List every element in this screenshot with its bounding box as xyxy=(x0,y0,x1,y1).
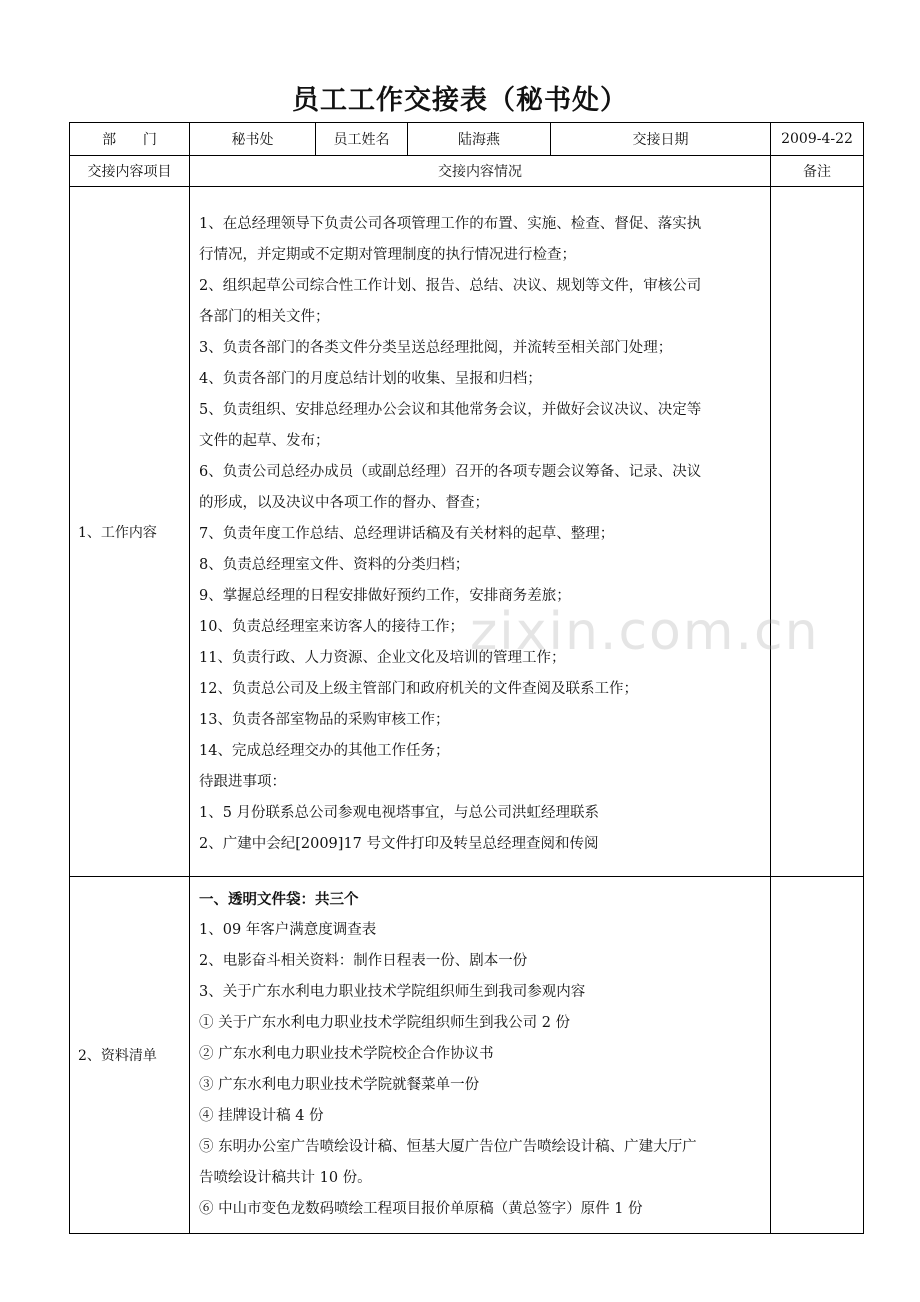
work-line: 2、组织起草公司综合性工作计划、报告、总结、决议、规划等文件，审核公司 xyxy=(199,278,702,294)
work-line: 4、负责各部门的月度总结计划的收集、呈报和归档； xyxy=(199,371,542,387)
work-line: 13、负责各部室物品的采购审核工作； xyxy=(199,712,450,728)
work-line: 2、广建中会纪[2009]17 号文件打印及转呈总经理查阅和传阅 xyxy=(199,836,599,852)
work-line: 待跟进事项： xyxy=(199,774,286,790)
materials-line: ③ 广东水利电力职业技术学院就餐菜单一份 xyxy=(199,1077,480,1093)
work-line: 9、掌握总经理的日程安排做好预约工作，安排商务差旅； xyxy=(199,588,571,604)
header-row xyxy=(70,123,864,156)
col-note-header: 备注 xyxy=(771,156,864,187)
work-line: 行情况，并定期或不定期对管理制度的执行情况进行检查； xyxy=(199,247,576,263)
work-line: 12、负责总公司及上级主管部门和政府机关的文件查阅及联系工作； xyxy=(199,681,638,697)
materials-line: ⑥ 中山市变色龙数码喷绘工程项目报价单原稿（黄总签字）原件 1 份 xyxy=(199,1201,643,1217)
work-line: 7、负责年度工作总结、总经理讲话稿及有关材料的起草、整理； xyxy=(199,526,615,542)
section-work-content xyxy=(190,187,771,877)
materials-line: 2、电影奋斗相关资料：制作日程表一份、剧本一份 xyxy=(199,953,528,969)
work-line: 5、负责组织、安排总经理办公会议和其他常务会议，并做好会议决议、决定等 xyxy=(199,402,702,418)
name-label: 员工姓名 xyxy=(316,123,408,156)
document-title: 员工工作交接表（秘书处） xyxy=(292,85,628,116)
work-line: 1、5 月份联系总公司参观电视塔事宜，与总公司洪虹经理联系 xyxy=(199,805,600,821)
work-line: 8、负责总经理室文件、资料的分类归档； xyxy=(199,557,470,573)
watermark-logo: zixin.com.cn xyxy=(470,602,820,662)
materials-line: ① 关于广东水利电力职业技术学院组织师生到我公司 2 份 xyxy=(199,1015,571,1031)
section-materials-content xyxy=(190,877,771,1234)
work-line: 各部门的相关文件； xyxy=(199,309,330,325)
materials-line: 1、09 年客户满意度调查表 xyxy=(199,922,377,938)
materials-heading: 一、透明文件袋：共三个 xyxy=(199,891,359,908)
section-materials-row xyxy=(70,877,864,1234)
col-item-header: 交接内容项目 xyxy=(70,156,190,187)
dept-value: 秘书处 xyxy=(190,123,316,156)
work-line: 文件的起草、发布； xyxy=(199,433,330,449)
work-line: 3、负责各部门的各类文件分类呈送总经理批阅，并流转至相关部门处理； xyxy=(199,340,673,356)
column-header-row xyxy=(70,156,864,187)
section-work-label: 1、工作内容 xyxy=(70,187,190,877)
date-label: 交接日期 xyxy=(551,123,771,156)
work-line: 1、在总经理领导下负责公司各项管理工作的布置、实施、检查、督促、落实执 xyxy=(199,216,702,232)
work-line: 的形成，以及决议中各项工作的督办、督查； xyxy=(199,495,489,511)
col-detail-header: 交接内容情况 xyxy=(190,156,771,187)
work-line: 6、负责公司总经办成员（或副总经理）召开的各项专题会议筹备、记录、决议 xyxy=(199,464,702,480)
section-materials-label: 2、资料清单 xyxy=(70,877,190,1234)
work-line: 11、负责行政、人力资源、企业文化及培训的管理工作； xyxy=(199,650,566,666)
materials-line: ④ 挂牌设计稿 4 份 xyxy=(199,1108,324,1124)
work-line: 10、负责总经理室来访客人的接待工作； xyxy=(199,619,464,635)
work-line: 14、完成总经理交办的其他工作任务； xyxy=(199,743,450,759)
handover-table xyxy=(69,122,864,1234)
section-work-note xyxy=(771,187,864,877)
materials-line: 3、关于广东水利电力职业技术学院组织师生到我司参观内容 xyxy=(199,984,586,1000)
materials-line: 告喷绘设计稿共计 10 份。 xyxy=(199,1170,372,1186)
section-materials-note xyxy=(771,877,864,1234)
materials-line: ⑤ 东明办公室广告喷绘设计稿、恒基大厦广告位广告喷绘设计稿、广建大厅广 xyxy=(199,1139,697,1155)
materials-line: ② 广东水利电力职业技术学院校企合作协议书 xyxy=(199,1046,494,1062)
dept-label: 部 门 xyxy=(70,123,190,156)
name-value: 陆海燕 xyxy=(408,123,551,156)
section-work-row xyxy=(70,187,864,877)
date-value: 2009-4-22 xyxy=(771,123,864,156)
